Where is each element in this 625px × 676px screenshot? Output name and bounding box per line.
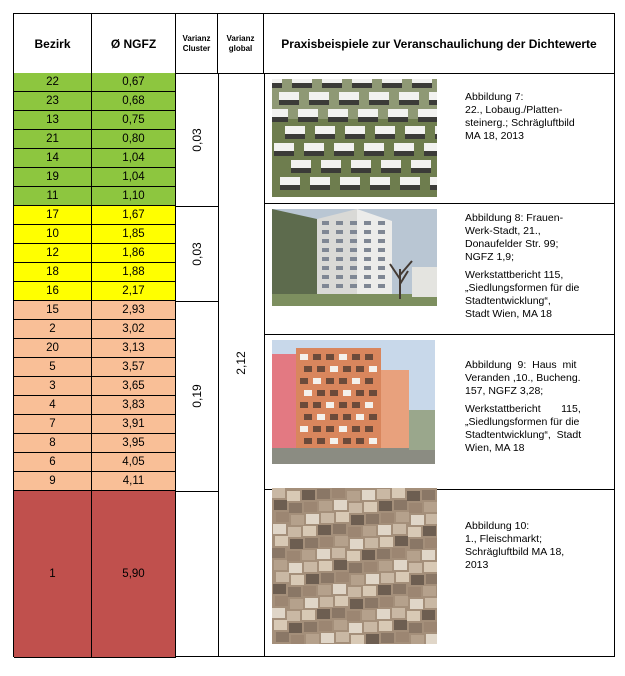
ngfz-cell: 0,67 [92, 73, 176, 92]
header-varianz-global-line1: Varianz [226, 33, 255, 43]
caption-paragraph [465, 520, 607, 572]
bezirk-cell: 5 [14, 358, 92, 377]
ngfz-cell: 1,04 [92, 168, 176, 187]
header-varianz-cluster-line2: Cluster [182, 43, 211, 53]
bezirk-cell: 18 [14, 263, 92, 282]
bezirk-cell: 8 [14, 434, 92, 453]
ngfz-cell: 0,68 [92, 92, 176, 111]
caption-line: MA 18, 2013 [465, 130, 524, 142]
header-varianz-cluster [176, 14, 218, 73]
ngfz-cell: 0,80 [92, 130, 176, 149]
caption-line: Veranden ,10., Bucheng. [465, 372, 581, 384]
ngfz-cell: 4,05 [92, 453, 176, 472]
bezirk-cell: 4 [14, 396, 92, 415]
caption-line: Schrägluftbild MA 18, [465, 546, 565, 558]
ngfz-cell: 3,91 [92, 415, 176, 434]
header-varianz-global-line2: global [228, 43, 253, 53]
ngfz-cell: 4,11 [92, 472, 176, 491]
caption-line: Abbildung 8: Frauen- [465, 212, 564, 224]
bezirk-cell: 22 [14, 73, 92, 92]
photo-abbildung-10 [272, 488, 437, 644]
caption-line: Wien, MA 18 [465, 442, 525, 454]
cluster-divider [176, 301, 218, 302]
cluster-variance-value: 0,19 [190, 384, 204, 408]
bezirk-cell: 15 [14, 301, 92, 320]
cluster-variance-value: 0,03 [190, 241, 204, 266]
ngfz-cell: 3,13 [92, 339, 176, 358]
caption-abbildung-7 [465, 91, 607, 143]
caption-line: Stadt Wien, MA 18 [465, 308, 552, 320]
cluster-divider [176, 206, 218, 207]
caption-line: 22., Lobaug./Platten- [465, 104, 563, 116]
bezirk-cell: 10 [14, 225, 92, 244]
bezirk-cell: 17 [14, 206, 92, 225]
bezirk-cell: 14 [14, 149, 92, 168]
bezirk-cell: 1 [14, 491, 92, 658]
ngfz-cell: 3,95 [92, 434, 176, 453]
photo-abbildung-7-image [272, 79, 437, 197]
caption-line: Stadtentwicklung“, [465, 295, 551, 307]
caption-line: Donaufelder Str. 99; [465, 238, 559, 250]
header-varianz-global [218, 14, 264, 73]
ngfz-cell: 2,93 [92, 301, 176, 320]
ngfz-cell: 0,75 [92, 111, 176, 130]
ngfz-cell: 3,57 [92, 358, 176, 377]
caption-abbildung-10 [465, 520, 607, 572]
caption-line: Abbildung 10: [465, 520, 530, 532]
caption-line: Abbildung 7: [465, 91, 524, 103]
bezirk-cell: 3 [14, 377, 92, 396]
caption-abbildung-8 [465, 212, 611, 321]
bezirk-cell: 23 [14, 92, 92, 111]
cluster-variance-value: 0,03 [190, 127, 204, 152]
caption-line: Werk-Stadt, 21., [465, 225, 541, 237]
caption-paragraph [465, 212, 611, 264]
caption-line: Werkstattbericht 115, [465, 269, 564, 281]
photo-abbildung-7 [272, 79, 437, 197]
ngfz-cell: 1,85 [92, 225, 176, 244]
photo-abbildung-9 [272, 340, 435, 464]
ngfz-cell: 1,86 [92, 244, 176, 263]
global-variance-value: 2,12 [234, 351, 248, 375]
caption-line: Werkstattbericht 115, [465, 403, 581, 415]
caption-paragraph [465, 91, 607, 143]
photo-abbildung-10-image [272, 488, 437, 644]
bezirk-cell: 9 [14, 472, 92, 491]
header-ngfz: Ø NGFZ [92, 14, 176, 73]
caption-line: Stadtentwicklung“, Stadt [465, 429, 582, 441]
caption-line: „Siedlungsformen für die [465, 416, 580, 428]
bezirk-cell: 19 [14, 168, 92, 187]
bezirk-cell: 6 [14, 453, 92, 472]
bezirk-cell: 11 [14, 187, 92, 206]
ngfz-cell: 1,10 [92, 187, 176, 206]
cluster-divider [176, 491, 218, 492]
ngfz-cell: 1,04 [92, 149, 176, 168]
photo-abbildung-8 [272, 209, 437, 306]
caption-line: 157, NGFZ 3,28; [465, 385, 544, 397]
caption-abbildung-9 [465, 359, 611, 455]
ngfz-cell: 5,90 [92, 491, 176, 658]
header-varianz-cluster-line1: Varianz [182, 33, 211, 43]
bezirk-cell: 16 [14, 282, 92, 301]
ngfz-cell: 3,65 [92, 377, 176, 396]
global-col-right-border [264, 73, 265, 657]
caption-line: 1., Fleischmarkt; [465, 533, 543, 545]
ngfz-cell: 3,83 [92, 396, 176, 415]
ngfz-cell: 1,88 [92, 263, 176, 282]
example-divider-1 [264, 203, 615, 204]
bezirk-cell: 7 [14, 415, 92, 434]
bezirk-cell: 20 [14, 339, 92, 358]
bezirk-cell: 12 [14, 244, 92, 263]
caption-line: NGFZ 1,9; [465, 251, 515, 263]
caption-line: 2013 [465, 559, 489, 571]
caption-paragraph [465, 403, 611, 455]
caption-line: Abbildung 9: Haus mit [465, 359, 577, 371]
header-bezirk: Bezirk [14, 14, 92, 73]
bezirk-cell: 13 [14, 111, 92, 130]
global-col-left-border [218, 73, 219, 657]
caption-paragraph [465, 269, 611, 321]
density-table [13, 13, 615, 657]
caption-paragraph [465, 359, 611, 398]
bezirk-cell: 21 [14, 130, 92, 149]
header-praxisbeispiele: Praxisbeispiele zur Veranschaulichung der Dichtewerte [281, 36, 597, 51]
ngfz-cell: 1,67 [92, 206, 176, 225]
photo-abbildung-8-image [272, 209, 437, 306]
bezirk-cell: 2 [14, 320, 92, 339]
caption-line: „Siedlungsformen für die [465, 282, 580, 294]
caption-line: steinerg.; Schrägluftbild [465, 117, 575, 129]
ngfz-cell: 2,17 [92, 282, 176, 301]
example-divider-2 [264, 334, 615, 335]
photo-abbildung-9-image [272, 340, 435, 464]
ngfz-cell: 3,02 [92, 320, 176, 339]
